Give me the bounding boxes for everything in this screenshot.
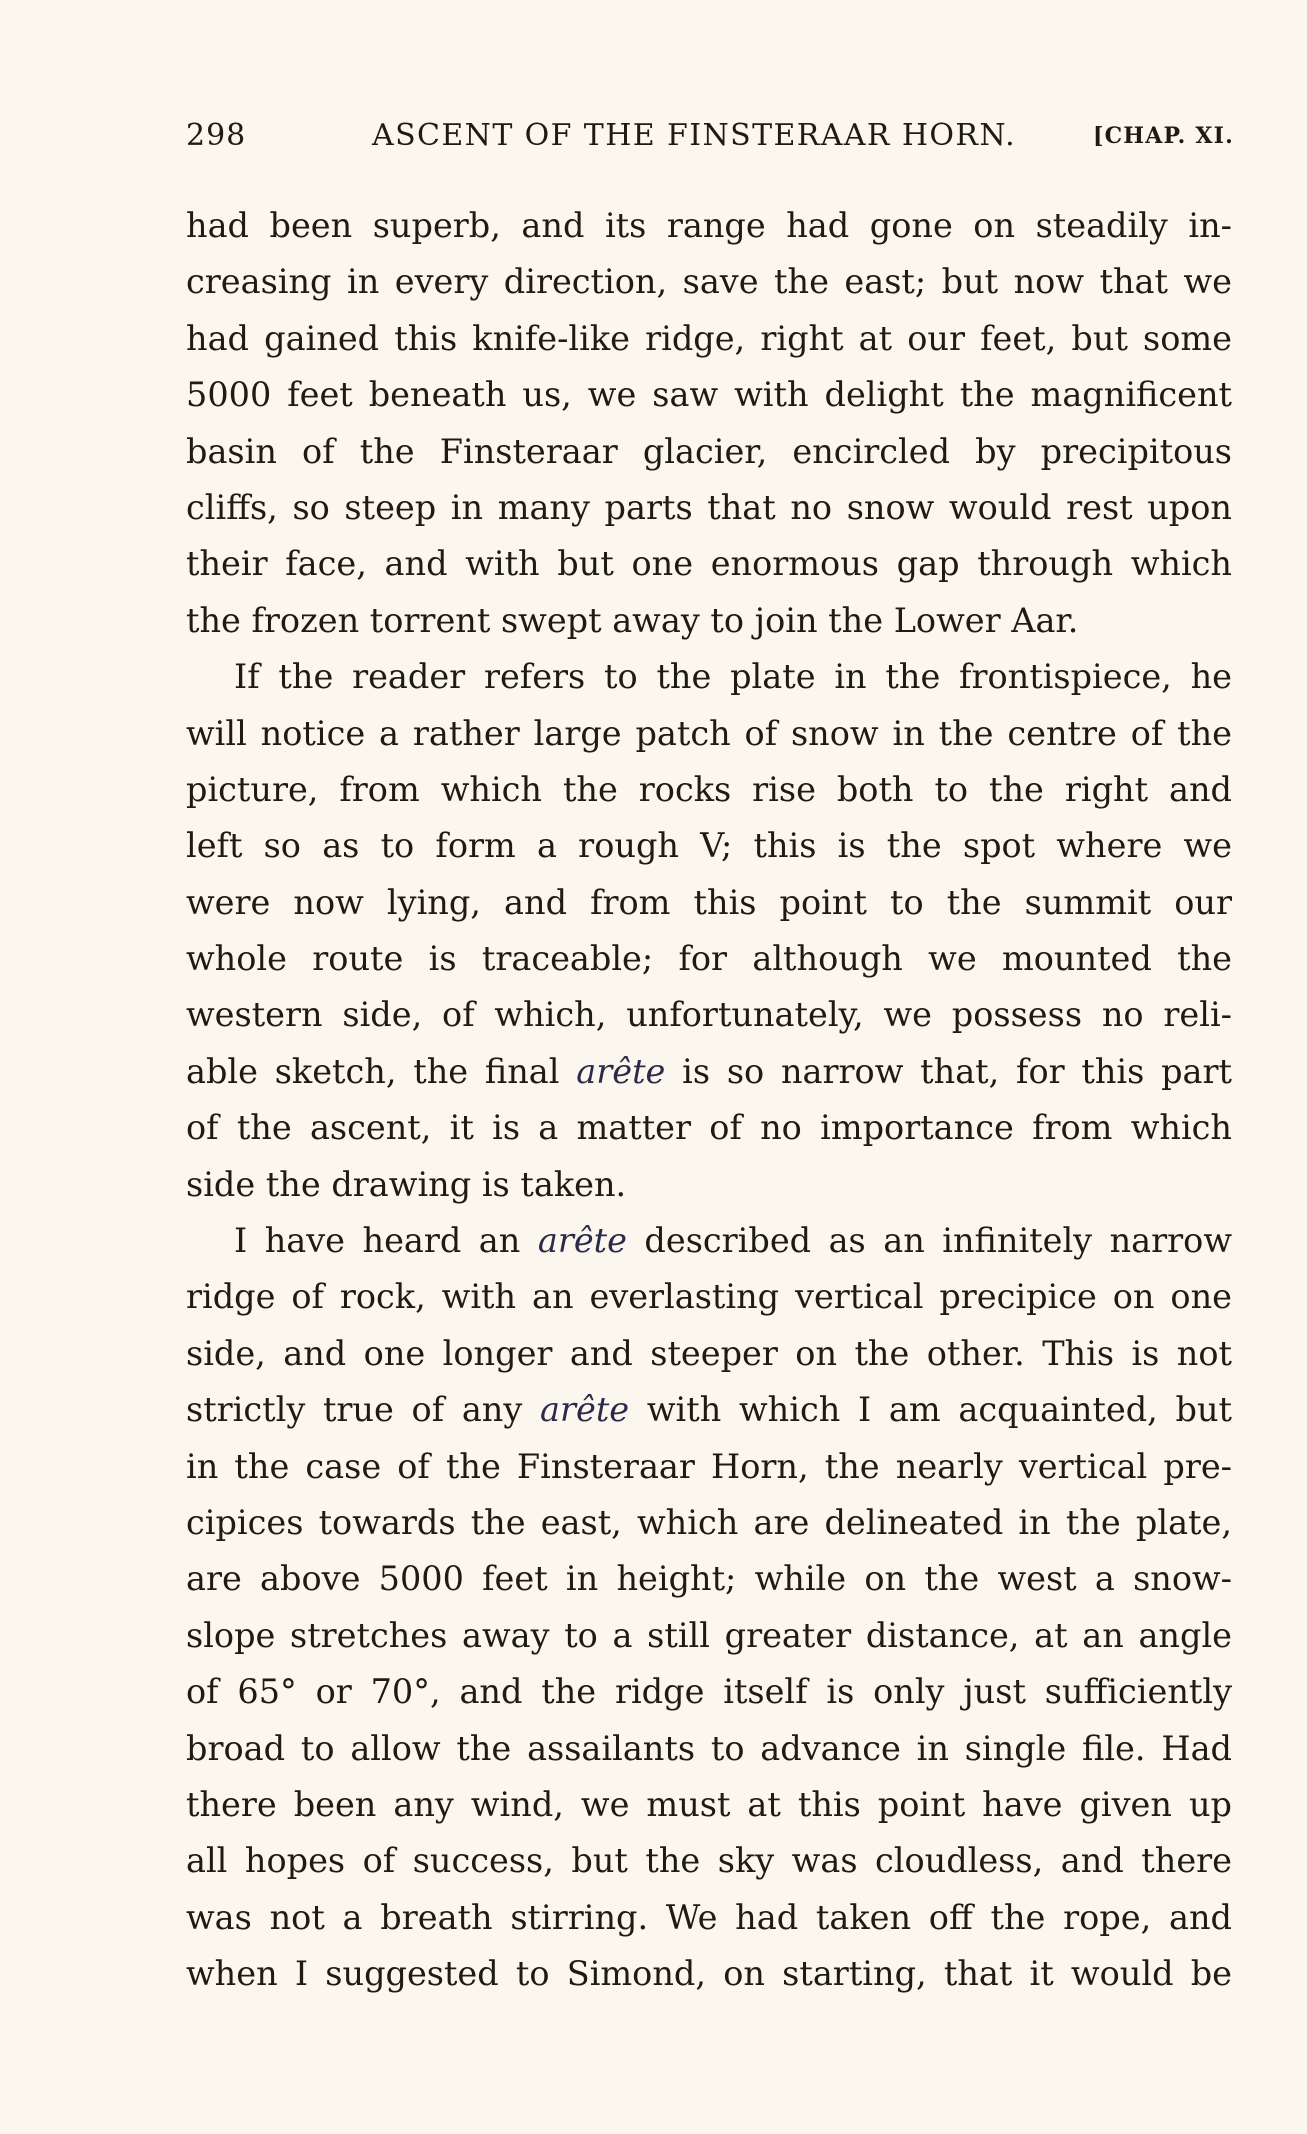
text-line: able sketch, the final arête is so narrow that, for this part [186, 1051, 1232, 1091]
text-line: side, and one longer and steeper on the other. This is not [186, 1333, 1232, 1373]
text-line: slope stretches away to a still greater distance, at an angle [186, 1615, 1232, 1655]
text-line: basin of the Finsteraar glacier, encircled by precipitous [186, 431, 1232, 471]
page-number: 298 [186, 118, 247, 153]
text-line: will notice a rather large patch of snow in the centre of the [186, 713, 1232, 753]
italic-term: arête [576, 1051, 666, 1091]
text-line: were now lying, and from this point to the summit our [186, 882, 1232, 922]
text-line: creasing in every direction, save the east; but now that we [186, 262, 1232, 302]
text-line: had been superb, and its range had gone on steadily in- [186, 206, 1232, 245]
text-line: western side, of which, unfortunately, we possess no reli- [186, 995, 1232, 1035]
text-line: their face, and with but one enormous gap through which [186, 544, 1232, 584]
text-line: of 65° or 70°, and the ridge itself is only just sufficiently [186, 1672, 1232, 1712]
text-line: broad to allow the assailants to advance in single file. Had [186, 1728, 1232, 1768]
text-line: left so as to form a rough V; this is the spot where we [186, 826, 1232, 866]
running-title: ASCENT OF THE FINSTERAAR HORN. [372, 118, 1017, 153]
text-line: cipices towards the east, which are delineated in the plate, [186, 1502, 1232, 1542]
text-line: ridge of rock, with an everlasting vertical precipice on one [186, 1277, 1232, 1317]
paragraph-first-line: I have heard an arête described as an infinitely narrow [234, 1221, 1232, 1261]
text-line: was not a breath stirring. We had taken off the rope, and [186, 1897, 1232, 1937]
chapter-reference: [CHAP. XI. [1092, 123, 1234, 149]
italic-term: arête [537, 1221, 627, 1261]
italic-term: arête [540, 1390, 630, 1430]
text-line: when I suggested to Simond, on starting, that it would be [186, 1954, 1232, 1994]
text-line: cliffs, so steep in many parts that no snow would rest upon [186, 487, 1232, 527]
text-line: whole route is traceable; for although we mounted the [186, 939, 1232, 979]
text-line: of the ascent, it is a matter of no importance from which [186, 1108, 1232, 1148]
text-line: had gained this knife-like ridge, right at our feet, but some [186, 318, 1232, 358]
text-line: side the drawing is taken. [186, 1164, 627, 1204]
body-text [186, 198, 1232, 2003]
text-line: strictly true of any arête with which I am acquainted, but [186, 1390, 1232, 1430]
paragraph-first-line: If the reader refers to the plate in the frontispiece, he [234, 657, 1232, 697]
text-line: all hopes of success, but the sky was cloudless, and there [186, 1841, 1232, 1881]
text-line: are above 5000 feet in height; while on the west a snow- [186, 1559, 1232, 1599]
text-line: picture, from which the rocks rise both to the right and [186, 769, 1232, 809]
text-line: there been any wind, we must at this point have given up [186, 1784, 1232, 1824]
text-line: 5000 feet beneath us, we saw with delight the magnificent [186, 375, 1232, 415]
text-line: in the case of the Finsteraar Horn, the nearly vertical pre- [186, 1446, 1232, 1486]
text-line: the frozen torrent swept away to join the Lower Aar. [186, 600, 1079, 640]
running-head [186, 118, 1234, 158]
